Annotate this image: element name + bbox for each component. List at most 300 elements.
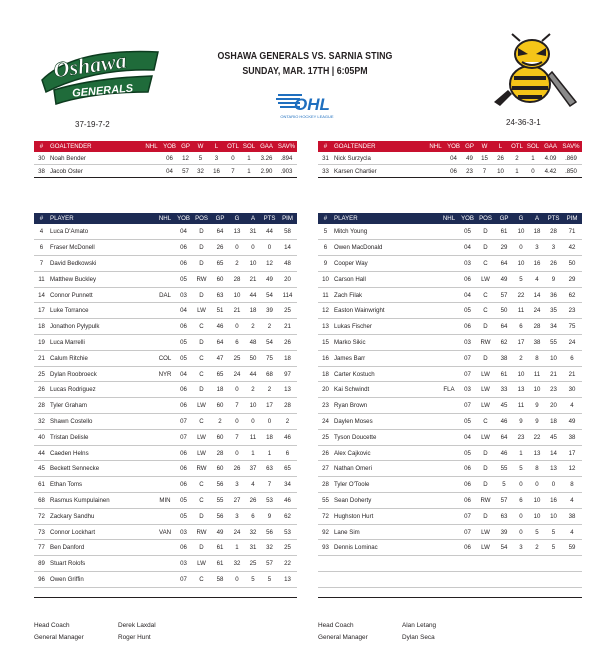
skater-row — [34, 271, 297, 287]
column-header: YOB — [175, 213, 192, 224]
player-name: Luca D'Amato — [49, 224, 155, 240]
stat-cell: COL — [155, 350, 175, 366]
player-name: Jacob Oster — [49, 165, 142, 178]
stat-cell: 17 — [513, 335, 529, 351]
empty-cell — [545, 572, 562, 588]
stat-cell: 4.42 — [541, 165, 560, 178]
stat-cell: 5 — [245, 572, 261, 588]
stat-cell: 14 — [545, 445, 562, 461]
blank-row — [34, 587, 297, 597]
skater-row — [34, 540, 297, 556]
stat-cell: 27 — [229, 493, 245, 509]
stat-cell: 5 — [495, 477, 513, 493]
stat-cell — [426, 165, 445, 178]
stat-cell: C — [476, 256, 495, 272]
stat-cell: 38 — [495, 350, 513, 366]
stat-cell: 53 — [261, 493, 278, 509]
stat-cell — [439, 240, 459, 256]
stat-cell: 8 — [562, 477, 582, 493]
stat-cell: 9 — [529, 414, 545, 430]
stat-cell: 39 — [261, 303, 278, 319]
stat-cell: 04 — [175, 366, 192, 382]
stat-cell: 3 — [529, 240, 545, 256]
stat-cell: 04 — [175, 224, 192, 240]
stat-cell: 0 — [229, 240, 245, 256]
stat-cell: 9 — [529, 398, 545, 414]
player-name: Nathan Omeri — [333, 461, 439, 477]
stat-cell — [439, 508, 459, 524]
stat-cell — [439, 335, 459, 351]
stat-cell: 10 — [545, 508, 562, 524]
stat-cell: 60 — [211, 271, 229, 287]
empty-cell — [545, 587, 562, 597]
stat-cell — [155, 461, 175, 477]
stat-cell: RW — [476, 335, 495, 351]
stat-cell — [155, 224, 175, 240]
stat-cell — [155, 271, 175, 287]
stat-cell: 24 — [562, 335, 582, 351]
stat-cell — [155, 398, 175, 414]
stat-cell: 31 — [318, 152, 333, 165]
stat-cell: 25 — [34, 366, 49, 382]
column-header: GAA — [541, 141, 560, 152]
stat-cell: 13 — [513, 382, 529, 398]
player-name: Carson Hall — [333, 271, 439, 287]
stat-cell: 50 — [495, 303, 513, 319]
stat-cell: 54 — [261, 287, 278, 303]
player-name: Tyler O'Toole — [333, 477, 439, 493]
stat-cell: 0 — [525, 165, 541, 178]
stat-cell: 06 — [175, 540, 192, 556]
stat-cell: 49 — [211, 524, 229, 540]
stat-cell: 57 — [495, 287, 513, 303]
stat-cell: 44 — [245, 366, 261, 382]
stat-cell: 07 — [175, 572, 192, 588]
svg-text:GENERALS: GENERALS — [71, 82, 134, 100]
stat-cell: D — [476, 508, 495, 524]
stat-cell: 2 — [513, 350, 529, 366]
stat-cell — [155, 445, 175, 461]
stat-cell: 92 — [318, 524, 333, 540]
stat-cell — [426, 152, 445, 165]
stat-cell: 48 — [278, 256, 297, 272]
stat-cell: .869 — [560, 152, 582, 165]
stat-cell: 6 — [278, 445, 297, 461]
stat-cell: 61 — [495, 224, 513, 240]
stat-cell: 0 — [513, 477, 529, 493]
stat-cell: 6 — [229, 335, 245, 351]
stat-cell: LW — [476, 398, 495, 414]
column-header: YOB — [459, 213, 476, 224]
player-name: Owen Griffin — [49, 572, 155, 588]
skater-row — [318, 445, 582, 461]
stat-cell: NYR — [155, 366, 175, 382]
empty-cell — [459, 572, 476, 588]
stat-cell: 06 — [459, 319, 476, 335]
ohl-logo — [276, 90, 338, 120]
stat-cell: 26 — [34, 382, 49, 398]
stat-cell: D — [192, 335, 211, 351]
stat-cell: 5 — [513, 271, 529, 287]
skater-row — [34, 319, 297, 335]
column-header: GP — [495, 213, 513, 224]
stat-cell: 57 — [495, 493, 513, 509]
stat-cell: 04 — [175, 303, 192, 319]
stat-cell — [155, 477, 175, 493]
skater-row — [34, 572, 297, 588]
stat-cell: 12 — [318, 303, 333, 319]
home-goalies-table — [34, 141, 297, 178]
away-skaters-table — [318, 213, 582, 598]
stat-cell: 20 — [545, 398, 562, 414]
empty-cell — [476, 572, 495, 588]
stat-cell: 36 — [545, 287, 562, 303]
stat-cell: 54 — [261, 335, 278, 351]
player-name: Alex Cajkovic — [333, 445, 439, 461]
stat-cell: 0 — [229, 445, 245, 461]
stat-cell: D — [476, 445, 495, 461]
stat-cell: C — [192, 477, 211, 493]
stat-cell: 0 — [529, 477, 545, 493]
stat-cell: RW — [476, 493, 495, 509]
stat-cell: LW — [476, 540, 495, 556]
empty-cell — [333, 572, 439, 588]
column-header: NHL — [142, 141, 161, 152]
stat-cell: 21 — [229, 303, 245, 319]
goalie-header-row — [34, 141, 297, 152]
empty-cell — [476, 556, 495, 572]
column-header: POS — [476, 213, 495, 224]
skater-row — [318, 319, 582, 335]
stat-cell: 47 — [211, 350, 229, 366]
skater-row — [34, 398, 297, 414]
stat-cell: 11 — [513, 398, 529, 414]
stat-cell: C — [192, 319, 211, 335]
stat-cell: 22 — [278, 556, 297, 572]
stat-cell: 18 — [278, 350, 297, 366]
goalie-row — [318, 165, 582, 178]
stat-cell: 06 — [459, 271, 476, 287]
stat-cell: 05 — [175, 493, 192, 509]
stat-cell: 9 — [261, 508, 278, 524]
stat-cell: 06 — [459, 493, 476, 509]
player-name: Caeden Helns — [49, 445, 155, 461]
stat-cell: 28 — [34, 398, 49, 414]
stat-cell: 58 — [278, 224, 297, 240]
empty-cell — [529, 556, 545, 572]
stat-cell: 56 — [211, 477, 229, 493]
stat-cell: 06 — [175, 382, 192, 398]
stat-cell: 60 — [211, 461, 229, 477]
stat-cell: 05 — [459, 224, 476, 240]
stat-cell: 23 — [562, 303, 582, 319]
stat-cell: 46 — [495, 445, 513, 461]
stat-cell: 14 — [278, 240, 297, 256]
stat-cell: 55 — [545, 335, 562, 351]
stat-cell: D — [192, 508, 211, 524]
staff-role: Head Coach — [34, 622, 70, 629]
stat-cell: 89 — [34, 556, 49, 572]
stat-cell: 06 — [459, 477, 476, 493]
stat-cell: 13 — [278, 572, 297, 588]
stat-cell: 5 — [193, 152, 208, 165]
oshawa-generals-logo — [34, 40, 166, 110]
stat-cell: 7 — [34, 256, 49, 272]
stat-cell: 26 — [545, 256, 562, 272]
player-name: Hughston Hurt — [333, 508, 439, 524]
stat-cell: D — [192, 540, 211, 556]
stat-cell: .903 — [276, 165, 297, 178]
stat-cell — [439, 524, 459, 540]
stat-cell: 39 — [495, 524, 513, 540]
stat-cell: 5 — [545, 524, 562, 540]
player-name: Ethan Toms — [49, 477, 155, 493]
stat-cell: 2 — [229, 256, 245, 272]
stat-cell — [155, 508, 175, 524]
stat-cell: 07 — [175, 414, 192, 430]
player-name: David Bedkowski — [49, 256, 155, 272]
player-name: Stuart Rolofs — [49, 556, 155, 572]
empty-cell — [439, 587, 459, 597]
stat-cell: 22 — [529, 429, 545, 445]
stat-cell: 11 — [529, 366, 545, 382]
stat-cell: 12 — [178, 152, 193, 165]
skater-row — [318, 366, 582, 382]
stat-cell: 10 — [529, 493, 545, 509]
stat-cell — [439, 350, 459, 366]
stat-cell: DAL — [155, 287, 175, 303]
stat-cell: RW — [192, 271, 211, 287]
column-header: GP — [211, 213, 229, 224]
stat-cell: D — [476, 350, 495, 366]
game-date-time: SUNDAY, MAR. 17TH | 6:05PM — [242, 65, 368, 77]
empty-cell — [318, 572, 333, 588]
stat-cell: 50 — [245, 350, 261, 366]
stat-cell — [439, 540, 459, 556]
stat-cell: 61 — [211, 556, 229, 572]
stat-cell: 62 — [562, 287, 582, 303]
stat-cell: 0 — [229, 572, 245, 588]
stat-cell: 9 — [318, 256, 333, 272]
stat-cell: 21 — [245, 271, 261, 287]
column-header: SOL — [242, 143, 256, 150]
stat-cell: 50 — [562, 256, 582, 272]
stat-cell: 14 — [529, 287, 545, 303]
stat-cell: 10 — [513, 256, 529, 272]
stat-cell: 2 — [211, 414, 229, 430]
stat-cell: 11 — [245, 429, 261, 445]
stat-cell: 05 — [459, 445, 476, 461]
stat-cell: 49 — [495, 271, 513, 287]
player-name: Nick Surzycla — [333, 152, 426, 165]
player-name: Lane Sim — [333, 524, 439, 540]
stat-cell: 29 — [495, 240, 513, 256]
stat-cell: 4 — [562, 524, 582, 540]
stat-cell: 10 — [513, 366, 529, 382]
stat-cell: 32 — [193, 165, 208, 178]
empty-cell — [211, 587, 229, 597]
skater-row — [318, 271, 582, 287]
stat-cell: 03 — [175, 556, 192, 572]
staff-role: Head Coach — [318, 622, 354, 629]
column-header: # — [34, 141, 49, 152]
stat-cell: 26 — [229, 461, 245, 477]
stat-cell: 8 — [529, 350, 545, 366]
stat-cell: 7 — [225, 165, 241, 178]
column-header: SAV% — [277, 143, 296, 150]
skater-row — [318, 240, 582, 256]
stat-cell: 63 — [211, 287, 229, 303]
stat-cell: 46 — [278, 493, 297, 509]
stat-cell: .850 — [560, 165, 582, 178]
stat-cell: 06 — [175, 256, 192, 272]
staff-name: Roger Hunt — [118, 634, 151, 642]
player-name: Matthew Buckley — [49, 271, 155, 287]
column-header: OTL — [509, 141, 525, 152]
skater-row — [34, 508, 297, 524]
stat-cell: 61 — [34, 477, 49, 493]
column-header: PTS — [545, 213, 562, 224]
stat-cell: 23 — [513, 429, 529, 445]
stat-cell: 12 — [562, 461, 582, 477]
stat-cell: LW — [192, 556, 211, 572]
player-name: Fraser McDonell — [49, 240, 155, 256]
column-header: # — [34, 213, 49, 224]
stat-cell: 0 — [245, 240, 261, 256]
stat-cell — [439, 461, 459, 477]
stat-cell: 18 — [529, 224, 545, 240]
stat-cell: 45 — [495, 398, 513, 414]
stat-cell: 32 — [245, 524, 261, 540]
stat-cell: 8 — [529, 461, 545, 477]
player-name: Cooper Way — [333, 256, 439, 272]
skater-row — [318, 350, 582, 366]
stat-cell: 49 — [462, 152, 477, 165]
stat-cell — [439, 398, 459, 414]
stat-cell: 30 — [562, 382, 582, 398]
empty-cell — [155, 587, 175, 597]
column-header: NHL — [155, 213, 175, 224]
stat-cell: 06 — [175, 477, 192, 493]
stat-cell: 3 — [208, 152, 225, 165]
empty-cell — [245, 587, 261, 597]
stat-cell: D — [476, 319, 495, 335]
stat-cell: 64 — [495, 256, 513, 272]
empty-cell — [513, 556, 529, 572]
skater-row — [34, 303, 297, 319]
stat-cell: 06 — [175, 398, 192, 414]
stat-cell: 65 — [278, 461, 297, 477]
stat-cell: 18 — [211, 382, 229, 398]
stat-cell: 0 — [261, 414, 278, 430]
empty-cell — [318, 587, 333, 597]
player-name: James Barr — [333, 350, 439, 366]
player-name: Ryan Brown — [333, 398, 439, 414]
goalie-header-row — [318, 141, 582, 152]
goalie-row — [34, 165, 297, 178]
stat-cell: 15 — [477, 152, 492, 165]
stat-cell: 64 — [211, 224, 229, 240]
matchup-title: OSHAWA GENERALS VS. SARNIA STING — [217, 50, 393, 62]
empty-cell — [439, 572, 459, 588]
skater-row — [34, 461, 297, 477]
svg-text:ONTARIO HOCKEY LEAGUE: ONTARIO HOCKEY LEAGUE — [280, 114, 334, 119]
player-name: Kai Schwindt — [333, 382, 439, 398]
stat-cell: 12 — [261, 256, 278, 272]
column-header: GP — [462, 141, 477, 152]
skater-row — [34, 493, 297, 509]
stat-cell: 4 — [562, 493, 582, 509]
stat-cell: 38 — [562, 429, 582, 445]
empty-cell — [513, 587, 529, 597]
stat-cell: 0 — [513, 524, 529, 540]
stat-cell: 3 — [513, 540, 529, 556]
stat-cell: 35 — [545, 303, 562, 319]
stat-cell: D — [192, 224, 211, 240]
stat-cell: 68 — [34, 493, 49, 509]
stat-cell: 16 — [208, 165, 225, 178]
stat-cell: 77 — [34, 540, 49, 556]
empty-cell — [513, 572, 529, 588]
stat-cell: 26 — [245, 493, 261, 509]
stat-cell: 2 — [529, 540, 545, 556]
stat-cell: 11 — [318, 287, 333, 303]
stat-cell: 14 — [34, 287, 49, 303]
stat-cell: 17 — [261, 398, 278, 414]
stat-cell: 2 — [261, 319, 278, 335]
stat-cell: 53 — [278, 524, 297, 540]
empty-cell — [495, 587, 513, 597]
stat-cell: 07 — [459, 366, 476, 382]
stat-cell: 26 — [278, 335, 297, 351]
stat-cell: 24 — [229, 524, 245, 540]
stat-cell: 38 — [529, 335, 545, 351]
stat-cell — [439, 224, 459, 240]
skater-header-row — [318, 213, 582, 224]
stat-cell: 54 — [495, 540, 513, 556]
stat-cell: 06 — [175, 445, 192, 461]
stat-cell: LW — [476, 429, 495, 445]
stat-cell: 25 — [318, 429, 333, 445]
stat-cell: 06 — [459, 540, 476, 556]
stat-cell: D — [476, 240, 495, 256]
away-goalies-table — [318, 141, 582, 178]
skater-row — [34, 335, 297, 351]
stat-cell: 1 — [509, 165, 525, 178]
stat-cell — [439, 303, 459, 319]
stat-cell: 2 — [278, 414, 297, 430]
column-header: # — [318, 141, 333, 152]
stat-cell: 31 — [245, 540, 261, 556]
game-header — [180, 50, 430, 77]
stat-cell — [155, 303, 175, 319]
sarnia-sting-logo — [492, 32, 580, 110]
stat-cell: 62 — [495, 335, 513, 351]
empty-cell — [318, 556, 333, 572]
player-name: Luca Marrelli — [49, 335, 155, 351]
skater-row — [34, 287, 297, 303]
stat-cell: 13 — [278, 382, 297, 398]
home-record: 37-19-7-2 — [75, 120, 110, 129]
column-header: L — [492, 141, 509, 152]
stat-cell: 03 — [459, 382, 476, 398]
stat-cell: 57 — [178, 165, 193, 178]
stat-cell: 10 — [529, 508, 545, 524]
stat-cell: 6 — [318, 240, 333, 256]
stat-cell: 6 — [513, 493, 529, 509]
player-name: Luke Torrance — [49, 303, 155, 319]
stat-cell: 0 — [513, 508, 529, 524]
